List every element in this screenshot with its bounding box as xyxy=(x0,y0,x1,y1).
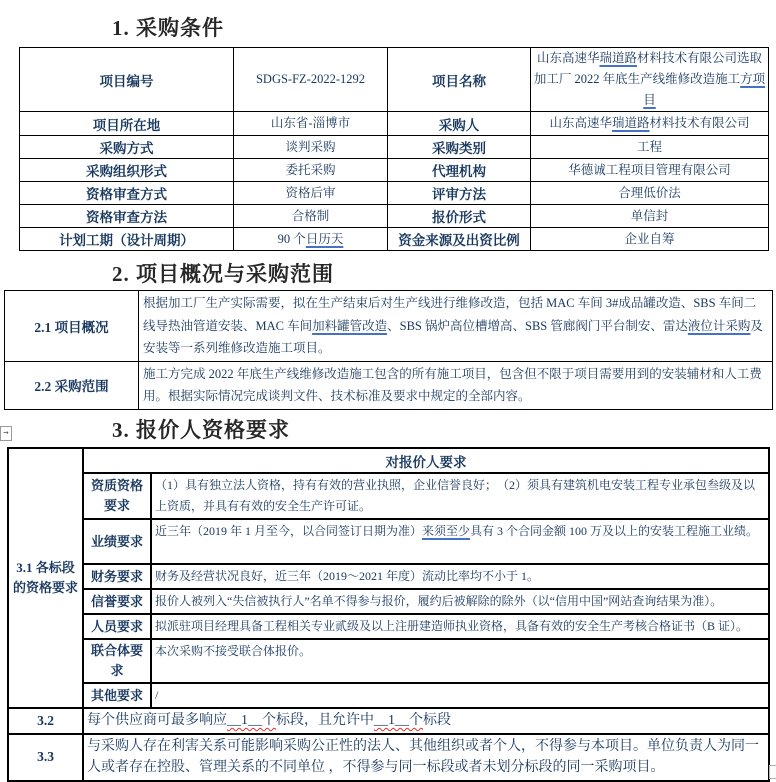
table-row xyxy=(8,639,769,683)
cell-label: 项目编号 xyxy=(20,48,234,112)
section-title-bidder-qualifications: 3. 报价人资格要求 xyxy=(112,418,290,442)
text-segment: 、SBS 锅炉高位槽增高、SBS 管廊阀门平台制安、雷达 xyxy=(387,318,688,333)
table-row xyxy=(8,519,769,564)
text-segment: 具有 3 个合同金额 100 万及以上的安装工程施工业绩。 xyxy=(470,524,759,538)
cell-label: 2.1 项目概况 xyxy=(5,291,139,362)
text-segment: 及安装等一系列维修改造施工项目。 xyxy=(143,318,763,355)
underlined-text: 日历天 xyxy=(305,231,344,246)
cell-label: 信誉要求 xyxy=(83,589,151,614)
table-row xyxy=(8,473,769,519)
cell-label: 2.2 采购范围 xyxy=(5,361,139,409)
cell-label: 采购类别 xyxy=(388,136,531,159)
cell-content xyxy=(151,589,769,614)
table-move-handle-icon[interactable]: → xyxy=(0,426,12,441)
text-segment: 近三年（2019 年 1 月至今，以合同签订日期为准） xyxy=(155,524,423,538)
text-segment: 合理低价法 xyxy=(618,185,681,200)
text-segment: 工程 xyxy=(636,139,662,154)
cell-content xyxy=(151,614,769,639)
cell-label: 其他要求 xyxy=(83,683,151,708)
text-segment: 单信封 xyxy=(630,208,669,223)
text-segment: 材料技术有限公司 xyxy=(649,116,750,130)
cell-content xyxy=(83,708,769,734)
cell-label: 人员要求 xyxy=(83,614,151,639)
cell-label: 业绩要求 xyxy=(83,519,151,564)
cell-header: 对报价人要求 xyxy=(83,448,769,473)
text-segment: 华德诚工程项目管理有限公司 xyxy=(568,162,731,177)
cell-label: 资格审查方式 xyxy=(20,182,234,205)
cell-label: 项目所在地 xyxy=(20,112,234,136)
cell-label: 资质资格要求 xyxy=(83,473,151,519)
bidder-qualifications-table xyxy=(7,447,770,782)
cell-label: 财务要求 xyxy=(83,564,151,589)
cell-value xyxy=(531,159,769,182)
cell-content xyxy=(83,734,769,781)
cell-label: 联合体要求 xyxy=(83,639,151,683)
table-row xyxy=(8,614,769,639)
spellcheck-flagged-text: __1__个 xyxy=(227,713,276,728)
cell-label: 代理机构 xyxy=(388,159,531,182)
table-row xyxy=(5,291,773,362)
text-segment: 标段，且允许中 xyxy=(276,713,374,728)
table-row xyxy=(8,589,769,614)
text-segment: 材料技术有限公司选取加工厂 2022 年底生产线维修改造施工 xyxy=(533,51,763,86)
cell-label: 资金来源及出资比例 xyxy=(388,228,531,251)
table-row xyxy=(8,683,769,708)
text-segment: 90 个 xyxy=(277,231,306,246)
cell-label: 3.2 xyxy=(8,708,83,734)
cell-label: 项目名称 xyxy=(388,48,531,112)
text-segment: 标段 xyxy=(423,713,451,728)
text-segment: 委托采购 xyxy=(285,162,336,177)
cell-label: 报价形式 xyxy=(388,205,531,228)
cell-content xyxy=(151,639,769,683)
cell-content xyxy=(151,519,769,564)
text-segment: 山东高速华 xyxy=(549,116,612,130)
underlined-text: 加料罐管改造 xyxy=(312,318,388,333)
text-segment: （1）具有独立法人资格，持有有效的营业执照，企业信誉良好； （2）须具有建筑机电安装工程专业承包叁级及以上资质，并具有有效的安全生产许可证。 xyxy=(155,478,756,513)
text-segment: 谈判采购 xyxy=(285,139,336,154)
text-segment: 资格后审 xyxy=(285,185,336,200)
cell-label: 采购人 xyxy=(388,112,531,136)
cell-label: 3.3 xyxy=(8,734,83,781)
spellcheck-flagged-text: __1__个 xyxy=(374,713,423,728)
table-row xyxy=(8,734,769,781)
cell-label: 采购方式 xyxy=(20,136,234,159)
cell-content xyxy=(151,473,769,519)
cell-label: 资格审查方法 xyxy=(20,205,234,228)
table-row xyxy=(8,708,769,734)
cell-content xyxy=(139,291,773,362)
text-segment: 报价人被列入“失信被执行人”名单不得参与报价，履约后被解除的除外（以“信用中国”网站查询结果为准）。 xyxy=(155,594,723,608)
cell-value xyxy=(234,182,388,205)
text-segment: 山东高速华 xyxy=(536,51,600,65)
table-row xyxy=(20,205,769,228)
cell-value xyxy=(234,136,388,159)
project-overview-table xyxy=(4,290,773,410)
underlined-text: 瑞道路 xyxy=(611,116,650,130)
table-resize-handle[interactable] xyxy=(769,765,776,779)
underlined-text: 方项目 xyxy=(643,72,766,107)
cell-value xyxy=(531,228,769,251)
cell-value xyxy=(531,205,769,228)
cell-value xyxy=(234,228,388,251)
cell-value xyxy=(531,136,769,159)
table-row xyxy=(20,182,769,205)
table-row xyxy=(5,361,773,409)
text-segment: 拟派驻项目经理具备工程相关专业贰级及以上注册建造师执业资格，具备有效的安全生产考核合格证书（B 证）。 xyxy=(155,619,749,633)
text-segment: / xyxy=(155,688,159,702)
table-row xyxy=(20,112,769,136)
section-title-procurement-conditions: 1. 采购条件 xyxy=(112,16,224,40)
table-row xyxy=(20,228,769,251)
text-segment: 山东省-淄博市 xyxy=(270,116,351,130)
cell-value xyxy=(234,48,388,112)
text-segment: 企业自筹 xyxy=(624,231,675,246)
cell-content xyxy=(151,683,769,708)
underlined-text: 来须至少 xyxy=(422,524,471,538)
section-title-project-overview: 2. 项目概况与采购范围 xyxy=(112,262,334,286)
text-segment: 本次采购不接受联合体报价。 xyxy=(155,644,312,658)
text-segment: 施工方完成 2022 年底生产线维修改造施工包含的所有施工项目，包含但不限于项目需要用到的安装辅材和人工费用。根据实际情况完成谈判文件、技术标准及要求中规定的全部内容。 xyxy=(143,366,762,403)
procurement-conditions-table xyxy=(19,47,769,251)
cell-value xyxy=(234,159,388,182)
cell-content xyxy=(151,564,769,589)
table-row xyxy=(8,564,769,589)
table-row xyxy=(20,48,769,112)
text-segment: 合格制 xyxy=(291,208,330,223)
cell-group-label: 3.1 各标段的资格要求 xyxy=(8,448,83,708)
text-segment: SDGS-FZ-2022-1292 xyxy=(255,72,366,86)
cell-value xyxy=(234,112,388,136)
cell-value xyxy=(234,205,388,228)
table-row xyxy=(8,448,769,473)
cell-value xyxy=(531,48,769,112)
text-segment: 根据加工厂生产实际需要，拟在生产结束后对生产线进行维修改造，包括 MAC 车间 3#成品罐改造、SBS 车间二线导热油管道安装、MAC 车间 xyxy=(143,296,757,333)
cell-label: 评审方法 xyxy=(388,182,531,205)
cell-content xyxy=(139,361,773,409)
cell-label: 采购组织形式 xyxy=(20,159,234,182)
cell-value xyxy=(531,112,769,136)
text-segment: 与采购人存在利害关系可能影响采购公正性的法人、其他组织或者个人，不得参与本项目。单位负责人为同一人或者存在控股、管理关系的不同单位 ，不得参与同一标段或者未划分标段的同一采购项目。 xyxy=(87,738,759,775)
table-row xyxy=(20,136,769,159)
table-row xyxy=(20,159,769,182)
text-segment: 每个供应商可最多响应 xyxy=(87,713,227,728)
underlined-text: 瑞道路 xyxy=(599,51,637,65)
cell-label: 计划工期（设计周期） xyxy=(20,228,234,251)
underlined-text: 液位计采购 xyxy=(687,318,751,333)
cell-value xyxy=(531,182,769,205)
text-segment: 财务及经营状况良好，近三年（2019～2021 年度）流动比率均不小于 1。 xyxy=(155,569,540,583)
